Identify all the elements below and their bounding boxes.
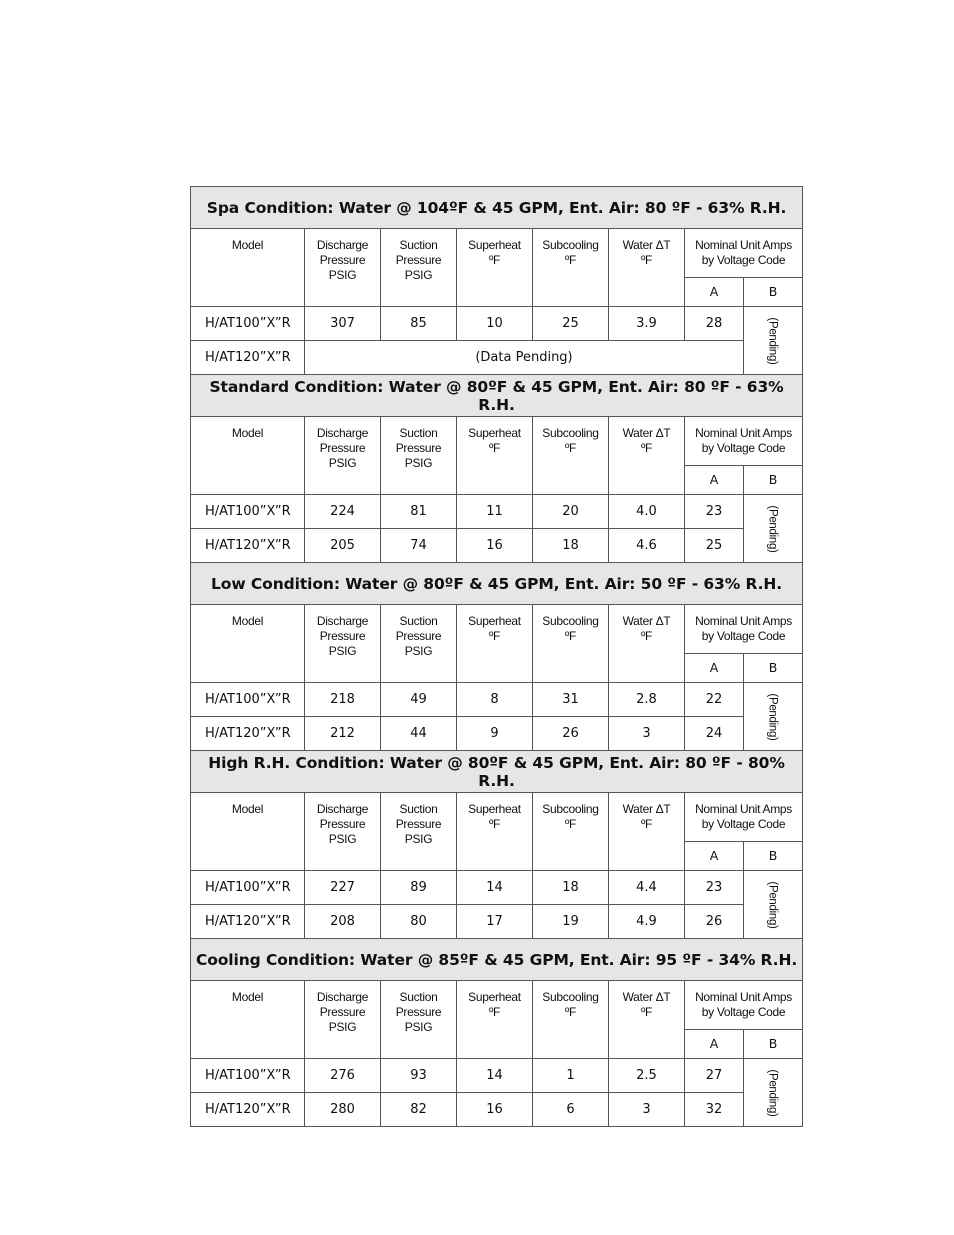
- nominal-amps-header: Nominal Unit Amps by Voltage Code: [685, 417, 803, 466]
- discharge-pressure-header: Discharge Pressure PSIG: [305, 793, 381, 871]
- suction-pressure-cell: 89: [381, 871, 457, 905]
- suction-pressure-header: Suction Pressure PSIG: [381, 229, 457, 307]
- subcooling-header: Subcooling ºF: [533, 605, 609, 683]
- discharge-pressure-cell: 218: [305, 683, 381, 717]
- performance-table: [190, 186, 803, 1127]
- water-delta-t-header: Water ΔT ºF: [609, 229, 685, 307]
- amps-a-cell: 26: [685, 905, 744, 939]
- amps-a-cell: 27: [685, 1059, 744, 1093]
- nominal-amps-header: Nominal Unit Amps by Voltage Code: [685, 229, 803, 278]
- discharge-pressure-cell: 212: [305, 717, 381, 751]
- model-header: Model: [191, 605, 305, 683]
- voltage-code-a-header: A: [685, 465, 744, 494]
- amps-b-pending-cell: [744, 307, 803, 375]
- superheat-cell: 10: [457, 307, 533, 341]
- table-row: [191, 529, 803, 563]
- amps-a-cell: 22: [685, 683, 744, 717]
- water-delta-t-cell: 4.4: [609, 871, 685, 905]
- voltage-code-a-header: A: [685, 1029, 744, 1058]
- suction-pressure-header: Suction Pressure PSIG: [381, 417, 457, 495]
- model-cell: H/AT120”X”R: [191, 1093, 305, 1127]
- model-cell: H/AT120”X”R: [191, 717, 305, 751]
- superheat-cell: 11: [457, 495, 533, 529]
- discharge-pressure-cell: 276: [305, 1059, 381, 1093]
- water-delta-t-header: Water ΔT ºF: [609, 605, 685, 683]
- voltage-code-b-header: B: [744, 465, 803, 494]
- voltage-code-a-header: A: [685, 277, 744, 306]
- water-delta-t-header: Water ΔT ºF: [609, 981, 685, 1059]
- discharge-pressure-header: Discharge Pressure PSIG: [305, 605, 381, 683]
- model-header: Model: [191, 793, 305, 871]
- nominal-amps-header: Nominal Unit Amps by Voltage Code: [685, 981, 803, 1030]
- amps-b-pending-cell: [744, 683, 803, 751]
- voltage-code-b-header: B: [744, 841, 803, 870]
- subcooling-cell: 19: [533, 905, 609, 939]
- discharge-pressure-header: Discharge Pressure PSIG: [305, 981, 381, 1059]
- discharge-pressure-cell: 307: [305, 307, 381, 341]
- suction-pressure-cell: 81: [381, 495, 457, 529]
- water-delta-t-header: Water ΔT ºF: [609, 793, 685, 871]
- discharge-pressure-cell: 227: [305, 871, 381, 905]
- pending-label: (Pending): [767, 317, 780, 365]
- model-cell: H/AT100”X”R: [191, 683, 305, 717]
- subcooling-cell: 20: [533, 495, 609, 529]
- discharge-pressure-header: Discharge Pressure PSIG: [305, 229, 381, 307]
- suction-pressure-cell: 85: [381, 307, 457, 341]
- discharge-pressure-cell: 224: [305, 495, 381, 529]
- amps-a-cell: 23: [685, 871, 744, 905]
- superheat-cell: 16: [457, 1093, 533, 1127]
- superheat-cell: 17: [457, 905, 533, 939]
- voltage-code-a-header: A: [685, 841, 744, 870]
- condition-title: Low Condition: Water @ 80ºF & 45 GPM, Ent. Air: 50 ºF - 63% R.H.: [191, 563, 803, 605]
- condition-title: Spa Condition: Water @ 104ºF & 45 GPM, Ent. Air: 80 ºF - 63% R.H.: [191, 187, 803, 229]
- suction-pressure-header: Suction Pressure PSIG: [381, 605, 457, 683]
- nominal-amps-header: Nominal Unit Amps by Voltage Code: [685, 605, 803, 654]
- condition-title: Standard Condition: Water @ 80ºF & 45 GPM, Ent. Air: 80 ºF - 63% R.H.: [191, 375, 803, 417]
- water-delta-t-cell: 4.9: [609, 905, 685, 939]
- model-cell: H/AT100”X”R: [191, 1059, 305, 1093]
- subcooling-cell: 1: [533, 1059, 609, 1093]
- model-cell: H/AT100”X”R: [191, 495, 305, 529]
- voltage-code-b-header: B: [744, 277, 803, 306]
- subcooling-cell: 26: [533, 717, 609, 751]
- discharge-pressure-header: Discharge Pressure PSIG: [305, 417, 381, 495]
- water-delta-t-cell: 2.5: [609, 1059, 685, 1093]
- table-row: [191, 1059, 803, 1093]
- nominal-amps-header: Nominal Unit Amps by Voltage Code: [685, 793, 803, 842]
- subcooling-header: Subcooling ºF: [533, 981, 609, 1059]
- voltage-code-b-header: B: [744, 1029, 803, 1058]
- subcooling-cell: 6: [533, 1093, 609, 1127]
- table-row: [191, 495, 803, 529]
- water-delta-t-cell: 3: [609, 1093, 685, 1127]
- model-header: Model: [191, 981, 305, 1059]
- water-delta-t-cell: 2.8: [609, 683, 685, 717]
- suction-pressure-header: Suction Pressure PSIG: [381, 981, 457, 1059]
- amps-a-cell: 24: [685, 717, 744, 751]
- model-header: Model: [191, 417, 305, 495]
- table-row: [191, 717, 803, 751]
- water-delta-t-cell: 4.6: [609, 529, 685, 563]
- water-delta-t-cell: 3: [609, 717, 685, 751]
- superheat-cell: 14: [457, 1059, 533, 1093]
- water-delta-t-cell: 4.0: [609, 495, 685, 529]
- pending-label: (Pending): [767, 1069, 780, 1117]
- suction-pressure-cell: 93: [381, 1059, 457, 1093]
- subcooling-header: Subcooling ºF: [533, 229, 609, 307]
- discharge-pressure-cell: 280: [305, 1093, 381, 1127]
- subcooling-header: Subcooling ºF: [533, 417, 609, 495]
- discharge-pressure-cell: 205: [305, 529, 381, 563]
- model-cell: H/AT100”X”R: [191, 871, 305, 905]
- superheat-cell: 8: [457, 683, 533, 717]
- superheat-header: Superheat ºF: [457, 605, 533, 683]
- pending-label: (Pending): [767, 881, 780, 929]
- suction-pressure-cell: 80: [381, 905, 457, 939]
- pending-label: (Pending): [767, 505, 780, 553]
- suction-pressure-cell: 74: [381, 529, 457, 563]
- subcooling-cell: 18: [533, 871, 609, 905]
- condition-title: High R.H. Condition: Water @ 80ºF & 45 GPM, Ent. Air: 80 ºF - 80% R.H.: [191, 751, 803, 793]
- suction-pressure-header: Suction Pressure PSIG: [381, 793, 457, 871]
- table-row: [191, 905, 803, 939]
- model-header: Model: [191, 229, 305, 307]
- amps-b-pending-cell: [744, 871, 803, 939]
- water-delta-t-cell: 3.9: [609, 307, 685, 341]
- superheat-header: Superheat ºF: [457, 793, 533, 871]
- subcooling-cell: 31: [533, 683, 609, 717]
- superheat-cell: 9: [457, 717, 533, 751]
- condition-title: Cooling Condition: Water @ 85ºF & 45 GPM, Ent. Air: 95 ºF - 34% R.H.: [191, 939, 803, 981]
- superheat-header: Superheat ºF: [457, 229, 533, 307]
- data-pending-cell: (Data Pending): [305, 341, 744, 375]
- table-row: [191, 341, 803, 375]
- table-row: [191, 871, 803, 905]
- amps-a-cell: 32: [685, 1093, 744, 1127]
- superheat-header: Superheat ºF: [457, 417, 533, 495]
- table-row: [191, 307, 803, 341]
- amps-a-cell: 23: [685, 495, 744, 529]
- model-cell: H/AT100”X”R: [191, 307, 305, 341]
- water-delta-t-header: Water ΔT ºF: [609, 417, 685, 495]
- superheat-cell: 16: [457, 529, 533, 563]
- superheat-cell: 14: [457, 871, 533, 905]
- subcooling-header: Subcooling ºF: [533, 793, 609, 871]
- subcooling-cell: 25: [533, 307, 609, 341]
- suction-pressure-cell: 44: [381, 717, 457, 751]
- amps-a-cell: 25: [685, 529, 744, 563]
- discharge-pressure-cell: 208: [305, 905, 381, 939]
- pending-label: (Pending): [767, 693, 780, 741]
- amps-a-cell: 28: [685, 307, 744, 341]
- amps-b-pending-cell: [744, 495, 803, 563]
- table-row: [191, 683, 803, 717]
- superheat-header: Superheat ºF: [457, 981, 533, 1059]
- amps-b-pending-cell: [744, 1059, 803, 1127]
- voltage-code-b-header: B: [744, 653, 803, 682]
- table-row: [191, 1093, 803, 1127]
- suction-pressure-cell: 82: [381, 1093, 457, 1127]
- model-cell: H/AT120”X”R: [191, 529, 305, 563]
- model-cell: H/AT120”X”R: [191, 905, 305, 939]
- suction-pressure-cell: 49: [381, 683, 457, 717]
- voltage-code-a-header: A: [685, 653, 744, 682]
- model-cell: H/AT120”X”R: [191, 341, 305, 375]
- subcooling-cell: 18: [533, 529, 609, 563]
